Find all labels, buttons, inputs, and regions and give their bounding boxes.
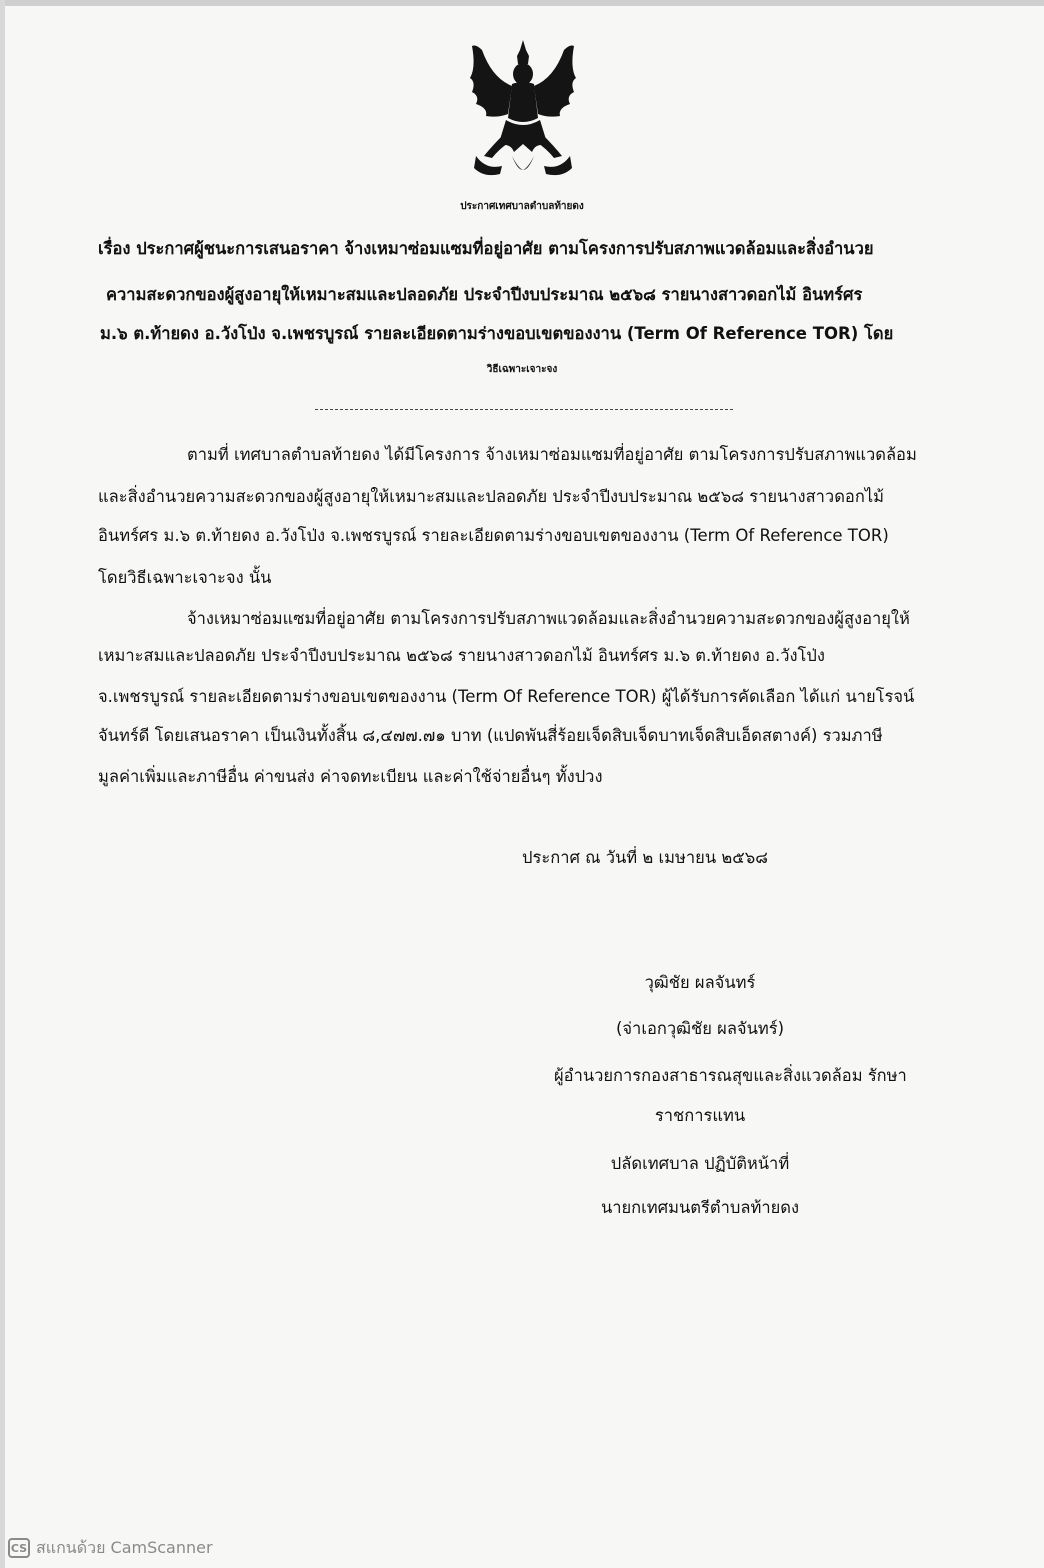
- paragraph1-line-4: โดยวิธีเฉพาะเจาะจง นั้น: [98, 568, 272, 587]
- paragraph2-line-1: จ้างเหมาซ่อมแซมที่อยู่อาศัย ตามโครงการปรับสภาพแวดล้อมและสิ่งอำนวยความสะดวกของผู้สูงอายุให้: [187, 609, 910, 628]
- header-separator: [315, 409, 733, 410]
- garuda-emblem-icon: [462, 38, 584, 186]
- printed-name: (จ่าเอกวุฒิชัย ผลจันทร์): [615, 1019, 785, 1038]
- position-line-4: นายกเทศมนตรีตำบลท้ายดง: [600, 1198, 800, 1217]
- scan-left-edge: [0, 0, 5, 1568]
- position-line-2: ราชการแทน: [654, 1106, 746, 1125]
- subject-line-4: วิธีเฉพาะเจาะจง: [486, 364, 558, 375]
- camscanner-watermark: [8, 1536, 213, 1560]
- scan-top-edge: [0, 0, 1044, 6]
- announcement-date: ประกาศ ณ วันที่ ๒ เมษายน ๒๕๖๘: [522, 848, 768, 867]
- subject-line-3: ม.๖ ต.ท้ายดง อ.วังโป่ง จ.เพชรบูรณ์ รายละเอียดตามร่างขอบเขตของงาน (Term Of Reference TOR) โดย: [100, 324, 894, 343]
- subject-line-1: เรื่อง ประกาศผู้ชนะการเสนอราคา จ้างเหมาซ่อมแซมที่อยู่อาศัย ตามโครงการปรับสภาพแวดล้อมและสิ่งอำนวย: [98, 239, 874, 258]
- paragraph2-line-5: มูลค่าเพิ่มและภาษีอื่น ค่าขนส่ง ค่าจดทะเบียน และค่าใช้จ่ายอื่นๆ ทั้งปวง: [98, 767, 603, 786]
- signature-name: วุฒิชัย ผลจันทร์: [644, 973, 756, 992]
- camscanner-text: สแกนด้วย CamScanner: [36, 1537, 213, 1557]
- paragraph1-line-1: ตามที่ เทศบาลตำบลท้ายดง ได้มีโครงการ จ้างเหมาซ่อมแซมที่อยู่อาศัย ตามโครงการปรับสภาพแวดล้อม: [187, 445, 917, 464]
- paragraph2-line-4: จันทร์ดี โดยเสนอราคา เป็นเงินทั้งสิ้น ๘,๔๗๗.๗๑ บาท (แปดพันสี่ร้อยเจ็ดสิบเจ็ดบาทเจ็ดสิบเอ็ดสตางค์) รวมภาษี: [98, 726, 883, 745]
- paragraph2-line-2: เหมาะสมและปลอดภัย ประจำปีงบประมาณ ๒๕๖๘ รายนางสาวดอกไม้ อินทร์ศร ม.๖ ต.ท้ายดง อ.วังโป่ง: [98, 646, 825, 665]
- paragraph2-line-3: จ.เพชรบูรณ์ รายละเอียดตามร่างขอบเขตของงาน (Term Of Reference TOR) ผู้ได้รับการคัดเลือก ได้แก่ นายโรจน์: [98, 687, 915, 706]
- paragraph1-line-2: และสิ่งอำนวยความสะดวกของผู้สูงอายุให้เหมาะสมและปลอดภัย ประจำปีงบประมาณ ๒๕๖๘ รายนางสาวดอกไม้: [98, 487, 884, 506]
- subject-line-2: ความสะดวกของผู้สูงอายุให้เหมาะสมและปลอดภัย ประจำปีงบประมาณ ๒๕๖๘ รายนางสาวดอกไม้ อินทร์ศร: [106, 285, 863, 304]
- document-title: ประกาศเทศบาลตำบลท้ายดง: [460, 201, 584, 212]
- position-line-1: ผู้อำนวยการกองสาธารณสุขและสิ่งแวดล้อม รักษา: [554, 1066, 907, 1085]
- paragraph1-line-3: อินทร์ศร ม.๖ ต.ท้ายดง อ.วังโป่ง จ.เพชรบูรณ์ รายละเอียดตามร่างขอบเขตของงาน (Term Of Reference TOR): [98, 526, 889, 545]
- position-line-3: ปลัดเทศบาล ปฏิบัติหน้าที่: [610, 1154, 790, 1173]
- camscanner-logo-icon: CS: [8, 1538, 30, 1558]
